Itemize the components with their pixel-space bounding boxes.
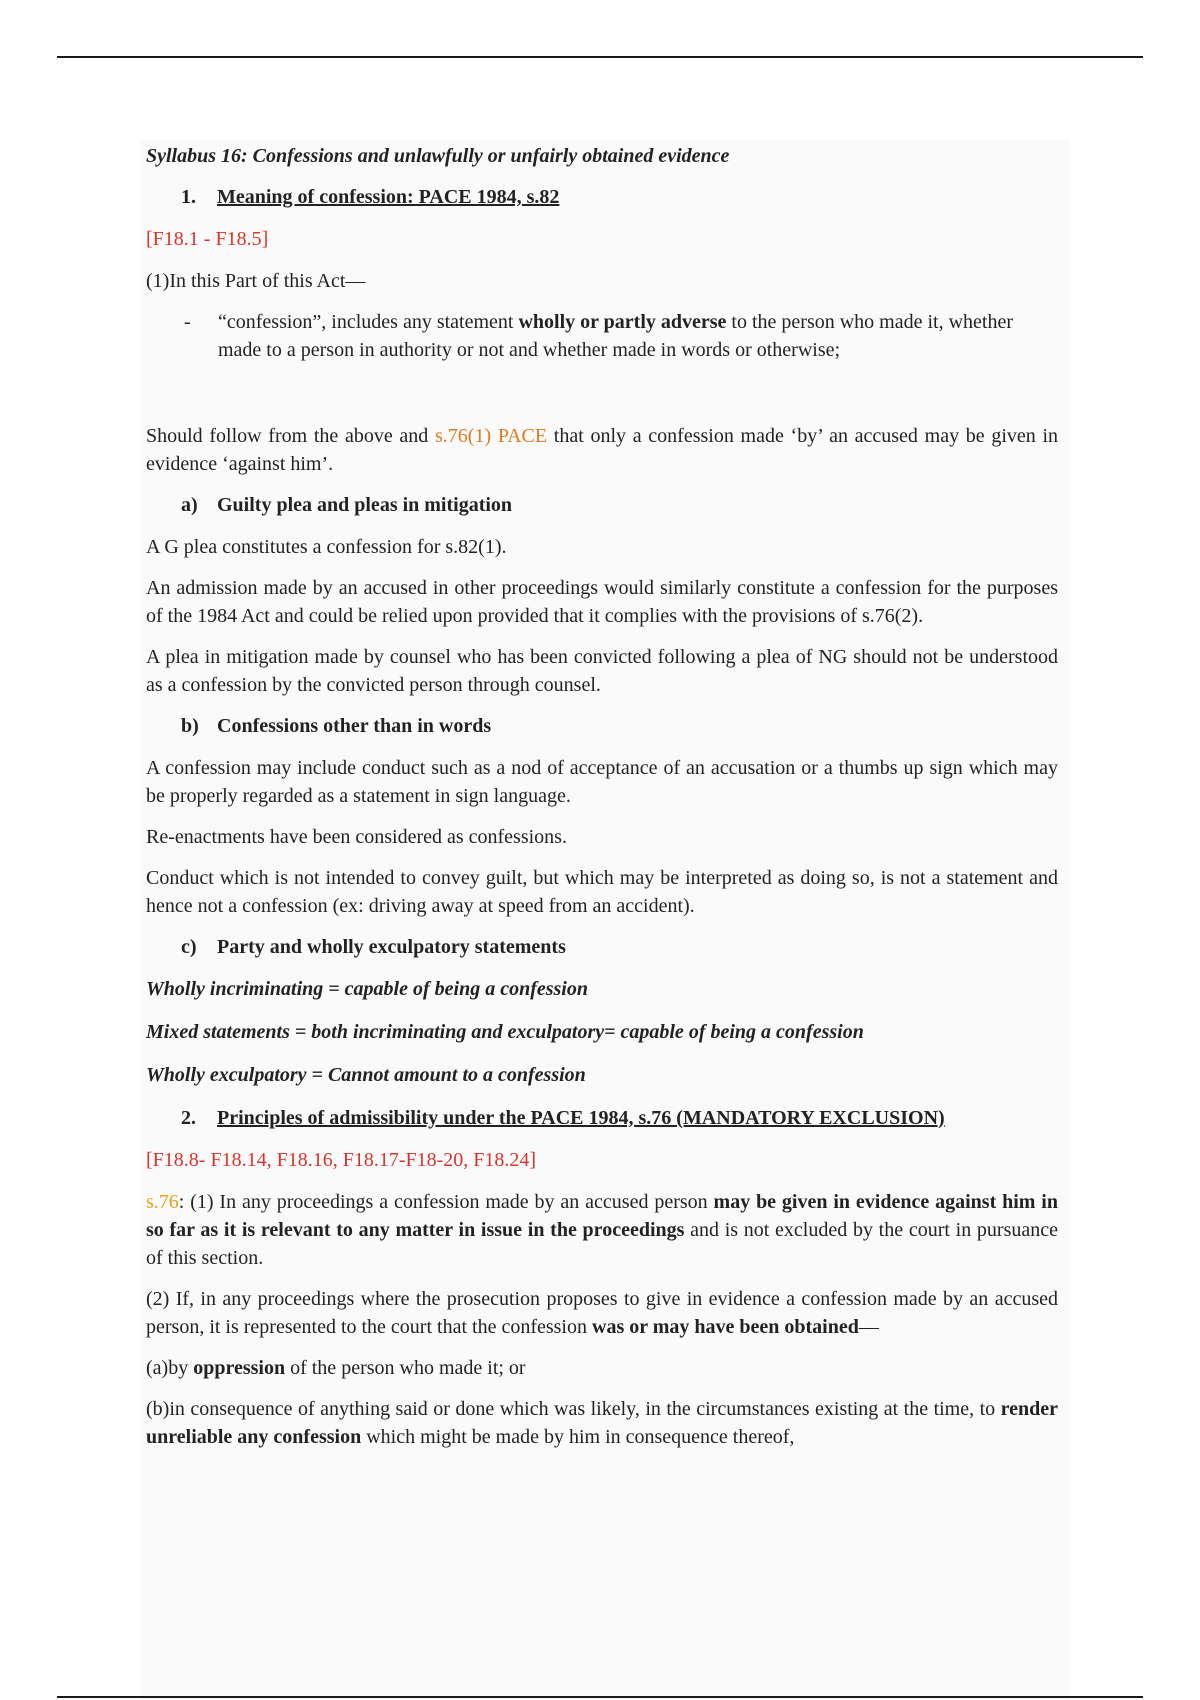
- subheading-b: b) Confessions other than in words: [181, 715, 492, 737]
- sub-b-para-1: A confession may include conduct such as a nod of acceptance of an accusation or a thumbs up sign which may be properly regarded as a statement in sign language.: [146, 757, 1058, 807]
- s76-2-b-paragraph: (b)in consequence of anything said or done which was likely, in the circumstances existing at the time, to render unreliable any confession which might be made by him in consequence thereof,: [146, 1398, 1058, 1448]
- document-body: [146, 142, 1058, 1464]
- sub-b-para-3: Conduct which is not intended to convey guilt, but which may be interpreted as doing so, is not a statement and hence not a confession (ex: driving away at speed from an accident).: [146, 867, 1058, 917]
- sub-c-line-2: Mixed statements = both incriminating and exculpatory= capable of being a confession: [146, 1021, 864, 1043]
- section-2-heading: 2. Principles of admissibility under the PACE 1984, s.76 (MANDATORY EXCLUSION): [181, 1107, 945, 1129]
- bullet-dash: -: [184, 311, 191, 333]
- top-rule: [57, 56, 1143, 58]
- s76-1-reference: s.76(1) PACE: [435, 425, 548, 447]
- sub-a-para-3: A plea in mitigation made by counsel who has been convicted following a plea of NG should not be understood as a confession by the convicted person through counsel.: [146, 646, 1058, 696]
- sub-c-line-1: Wholly incriminating = capable of being a confession: [146, 978, 588, 1000]
- section-1-heading: 1. Meaning of confession: PACE 1984, s.82: [181, 186, 560, 208]
- s76-reference: s.76: [146, 1191, 179, 1213]
- subheading-a: a) Guilty plea and pleas in mitigation: [181, 494, 513, 516]
- section-1-refs: [F18.1 - F18.5]: [146, 228, 269, 250]
- section-2-refs: [F18.8- F18.14, F18.16, F18.17-F18-20, F18.24]: [146, 1149, 537, 1171]
- syllabus-title: Syllabus 16: Confessions and unlawfully or unfairly obtained evidence: [146, 145, 730, 167]
- sub-c-line-3: Wholly exculpatory = Cannot amount to a confession: [146, 1064, 586, 1086]
- sub-a-para-2: An admission made by an accused in other proceedings would similarly constitute a confession for the purposes of the 1984 Act and could be relied upon provided that it complies with the provisions of s.76(2).: [146, 577, 1058, 627]
- s76-2-a-paragraph: (a)by oppression of the person who made it; or: [146, 1357, 526, 1379]
- sub-a-para-1: A G plea constitutes a confession for s.82(1).: [146, 536, 507, 558]
- section-1-intro: (1)In this Part of this Act—: [146, 270, 366, 292]
- s76-1-paragraph: s.76: (1) In any proceedings a confession made by an accused person may be given in evidence against him in so far as it is relevant to any matter in issue in the proceedings and is not excluded by the court in pursuance of this section.: [146, 1191, 1058, 1269]
- s76-2-paragraph: (2) If, in any proceedings where the prosecution proposes to give in evidence a confession made by an accused person, it is represented to the court that the confession was or may have been obtained—: [146, 1288, 1058, 1338]
- follow-paragraph: Should follow from the above and s.76(1) PACE that only a confession made ‘by’ an accused may be given in evidence ‘against him’.: [146, 425, 1059, 475]
- definition-bullet: - “confession”, includes any statement wholly or partly adverse to the person who made it, whether made to a person in authority or not and whether made in words or otherwise;: [146, 308, 1058, 364]
- sub-b-para-2: Re-enactments have been considered as confessions.: [146, 826, 567, 848]
- bottom-rule: [57, 1696, 1143, 1698]
- subheading-c: c) Party and wholly exculpatory statements: [181, 936, 566, 958]
